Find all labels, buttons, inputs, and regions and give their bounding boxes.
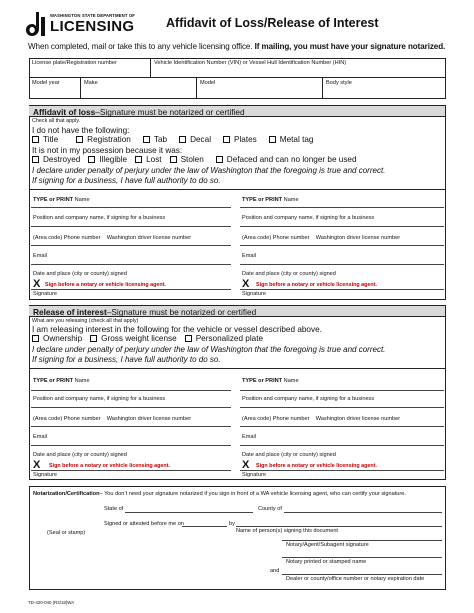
model-year-field[interactable]: Model year (32, 80, 60, 86)
release-left-sign-x: X (33, 459, 41, 471)
loss-heading (29, 106, 445, 117)
instructions-plain: When completed, mail or take this to any vehicle licensing office. (28, 42, 253, 51)
loss-not-have: I do not have the following: (32, 126, 130, 135)
release-left-name-field[interactable]: TYPE or PRINT Name (33, 378, 90, 384)
form-number: TD-420-040 (R3/18)WA (28, 600, 75, 605)
release-heading-rest: –Signature must be notarized or certified (106, 307, 257, 317)
release-declare-1: I declare under penalty of perjury under the law of Washington that the foregoing is true and correct. (32, 345, 386, 354)
seal-label: (Seal or stamp) (47, 530, 86, 536)
release-left-date-field[interactable]: Date and place (city or county) signed (33, 452, 127, 458)
release-right-date-field[interactable]: Date and place (city or county) signed (242, 452, 336, 458)
dol-logo (26, 10, 144, 42)
stolen-checkbox[interactable]: Stolen (170, 155, 204, 164)
loss-declare-2: If signing for a business, I have full authority to do so. (32, 176, 221, 185)
dealer-caption: Dealer or county/office number or notary expiration date (286, 576, 425, 582)
loss-right-email-field[interactable]: Email (242, 253, 256, 259)
release-right-position-field[interactable]: Position and company name, if signing for a business (242, 396, 375, 402)
dol-logo-icon (26, 11, 46, 37)
signed-before-label: Signed or attested before me on (104, 521, 184, 527)
release-heading (29, 306, 445, 317)
agent-signature-field[interactable] (282, 540, 442, 541)
make-field[interactable]: Make (84, 80, 98, 86)
loss-right-phone-field[interactable]: (Area code) Phone number Washington driver license number (242, 235, 401, 241)
loss-right-date-field[interactable]: Date and place (city or county) signed (242, 271, 336, 277)
loss-check-all: Check all that apply. (32, 118, 81, 124)
release-options (32, 334, 271, 343)
ownership-checkbox[interactable]: Ownership (32, 334, 82, 343)
loss-left-sign-note: Sign before a notary or vehicle licensing agent. (45, 282, 167, 288)
agent-signature-caption: Notary/Agent/Subagent signature (286, 542, 369, 548)
body-style-field[interactable]: Body style (326, 80, 352, 86)
title-checkbox[interactable]: Title (32, 135, 58, 144)
release-heading-bold: Release of interest (33, 307, 107, 317)
loss-left-signature-line[interactable] (31, 289, 231, 290)
loss-left-name-field[interactable]: TYPE or PRINT Name (33, 197, 90, 203)
loss-right-sign-x: X (242, 278, 250, 290)
county-of-label: County of (258, 506, 282, 512)
county-of-field[interactable] (284, 512, 442, 513)
loss-left-email-field[interactable]: Email (33, 253, 47, 259)
loss-right-sign-note: Sign before a notary or vehicle licensing agent. (256, 282, 378, 288)
loss-right-signature-label: Signature (242, 291, 266, 297)
signer-names-field[interactable] (236, 526, 442, 527)
destroyed-checkbox[interactable]: Destroyed (32, 155, 80, 164)
loss-left-date-field[interactable]: Date and place (city or county) signed (33, 271, 127, 277)
by-label: by (229, 521, 235, 527)
defaced-checkbox[interactable]: Defaced and can no longer be used (216, 155, 357, 164)
printed-name-caption: Notary printed or stamped name (286, 559, 367, 565)
registration-checkbox[interactable]: Registration (76, 135, 131, 144)
gross-weight-checkbox[interactable]: Gross weight license (90, 334, 177, 343)
tab-checkbox[interactable]: Tab (143, 135, 167, 144)
state-of-field[interactable] (125, 512, 253, 513)
release-left-sign-note: Sign before a notary or vehicle licensing agent. (49, 463, 171, 469)
release-right-sign-note: Sign before a notary or vehicle licensing agent. (256, 463, 378, 469)
loss-have-options (32, 135, 321, 144)
release-right-signature-line[interactable] (240, 470, 444, 471)
release-declare-2: If signing for a business, I have full authority to do so. (32, 355, 221, 364)
instructions-bold: If mailing, you must have your signature notarized. (254, 42, 446, 51)
release-right-email-field[interactable]: Email (242, 434, 256, 440)
plates-checkbox[interactable]: Plates (223, 135, 257, 144)
vin-field[interactable]: Vehicle Identification Number (VIN) or Vessel Hull Identification Number (HIN) (154, 60, 347, 66)
lost-checkbox[interactable]: Lost (135, 155, 161, 164)
and-label: and (270, 568, 280, 574)
model-field[interactable]: Model (200, 80, 216, 86)
release-right-name-field[interactable]: TYPE or PRINT Name (242, 378, 299, 384)
printed-name-field[interactable] (282, 557, 442, 558)
release-text: I am releasing interest in the following for the vehicle or vessel described above. (32, 325, 322, 334)
loss-heading-bold: Affidavit of loss (33, 107, 96, 117)
logo-agency-big: LICENSING (50, 18, 135, 35)
illegible-checkbox[interactable]: Illegible (88, 155, 127, 164)
loss-reason-options (32, 155, 365, 164)
loss-left-sign-x: X (33, 278, 41, 290)
state-of-label: State of (104, 506, 124, 512)
names-caption: Name of person(s) signing this document (236, 528, 338, 534)
release-right-phone-field[interactable]: (Area code) Phone number Washington driver license number (242, 416, 401, 422)
loss-right-position-field[interactable]: Position and company name, if signing for a business (242, 215, 375, 221)
loss-right-name-field[interactable]: TYPE or PRINT Name (242, 197, 299, 203)
release-left-email-field[interactable]: Email (33, 434, 47, 440)
signed-date-field[interactable] (182, 526, 227, 527)
loss-not-possession: It is not in my possession because it was: (32, 146, 183, 155)
logo-agency-small: WASHINGTON STATE DEPARTMENT OF (50, 13, 136, 18)
release-right-signature-label: Signature (242, 472, 266, 478)
release-right-sign-x: X (242, 459, 250, 471)
loss-left-position-field[interactable]: Position and company name, if signing for a business (33, 215, 166, 221)
page-title: Affidavit of Loss/Release of Interest (166, 16, 379, 30)
loss-right-signature-line[interactable] (240, 289, 444, 290)
release-left-phone-field[interactable]: (Area code) Phone number Washington driver license number (33, 416, 192, 422)
loss-left-signature-label: Signature (33, 291, 57, 297)
metal-tag-checkbox[interactable]: Metal tag (269, 135, 314, 144)
instructions (28, 42, 445, 51)
decal-checkbox[interactable]: Decal (179, 135, 211, 144)
loss-declare-1: I declare under penalty of perjury under the law of Washington that the foregoing is true and correct. (32, 166, 386, 175)
personalized-plate-checkbox[interactable]: Personalized plate (185, 334, 263, 343)
dealer-number-field[interactable] (282, 574, 442, 575)
loss-left-phone-field[interactable]: (Area code) Phone number Washington driver license number (33, 235, 192, 241)
release-what: What are you releasing (check all that apply) (32, 318, 139, 324)
release-left-position-field[interactable]: Position and company name, if signing for a business (33, 396, 166, 402)
plate-field[interactable]: License plate/Registration number (32, 60, 117, 66)
loss-heading-rest: –Signature must be notarized or certified (95, 107, 245, 117)
notary-heading: Notarization/Certification– You don’t need your signature notarized if you sign in front of a WA vehicle licensing agent, who can certify your signature. (33, 491, 406, 497)
release-left-signature-line[interactable] (31, 470, 231, 471)
release-left-signature-label: Signature (33, 472, 57, 478)
